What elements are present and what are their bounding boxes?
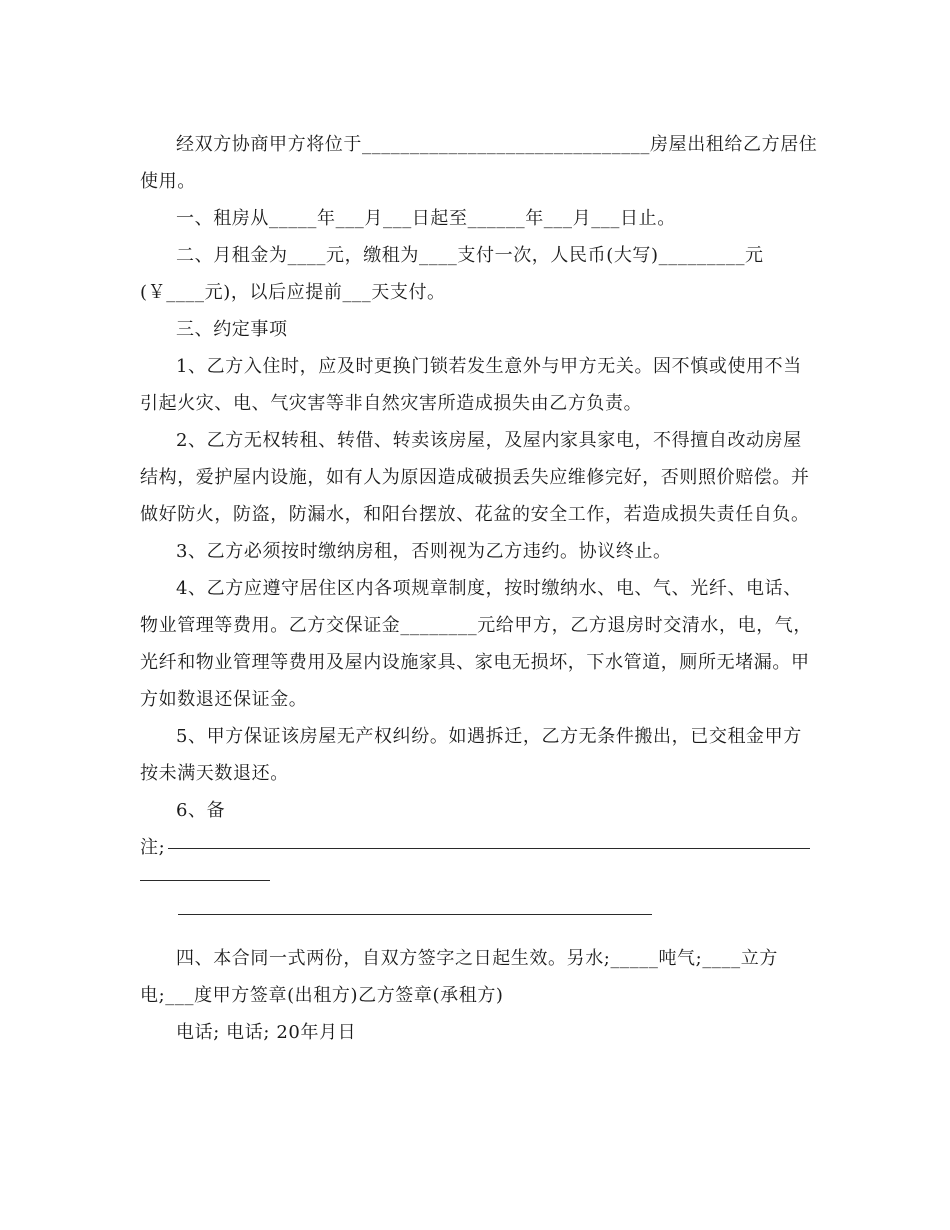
item-5-line2: 按未满天数退还。: [140, 763, 289, 784]
clause-monthly-rent-line2: (￥____元)，以后应提前___天支付。: [140, 282, 446, 303]
clause-intro-line1: 经双方协商甲方将位于______________________________房屋出租给乙方居住: [176, 134, 818, 155]
remarks-line-prefix: 注;: [140, 837, 166, 858]
item-3: 3、乙方必须按时缴纳房租，否则视为乙方违约。协议终止。: [176, 541, 672, 562]
item-4-line2: 物业管理等费用。乙方交保证金________元给甲方，乙方退房时交清水，电，气，: [140, 615, 812, 636]
clause-four-line2: 电;___度甲方签章(出租方)乙方签章(承租方): [140, 985, 504, 1006]
remarks-blank-line: [140, 866, 812, 903]
item-4-line3: 光纤和物业管理等费用及屋内设施家具、家电无损坏，下水管道，厕所无堵漏。甲: [140, 652, 810, 673]
item-2-line3: 做好防火，防盗，防漏水，和阳台摆放、花盆的安全工作，若造成损失责任自负。: [140, 504, 810, 525]
item-1-line1: 1、乙方入住时，应及时更换门锁若发生意外与甲方无关。因不慎或使用不当: [176, 356, 802, 377]
item-4-line4: 方如数退还保证金。: [140, 689, 308, 710]
section-agreed-items: 三、约定事项: [176, 319, 288, 340]
remarks-underline-1: [168, 848, 810, 849]
item-2-line2: 结构，爱护屋内设施，如有人为原因造成破损丢失应维修完好，否则照价赔偿。并: [140, 467, 810, 488]
clause-monthly-rent-line1: 二、月租金为____元，缴租为____支付一次，人民币(大写)_________元: [176, 245, 764, 266]
item-2-line1: 2、乙方无权转租、转借、转卖该房屋，及屋内家具家电，不得擅自改动房屋: [176, 430, 802, 451]
item-6-remarks-label: 6、备: [176, 800, 226, 821]
remarks-underline-3: [178, 914, 652, 915]
clause-rent-period: 一、租房从_____年___月___日起至______年___月___日止。: [176, 208, 676, 229]
item-5-line1: 5、甲方保证该房屋无产权纠纷。如遇拆迁，乙方无条件搬出，已交租金甲方: [176, 726, 802, 747]
item-1-line2: 引起火灾、电、气灾害等非自然灾害所造成损失由乙方负责。: [140, 393, 643, 414]
remarks-blank-line-2: [140, 903, 812, 940]
item-4-line1: 4、乙方应遵守居住区内各项规章制度，按时缴纳水、电、气、光纤、电话、: [176, 578, 802, 599]
contract-page: [140, 126, 818, 1051]
remarks-underline-2: [140, 880, 270, 881]
clause-four-line1: 四、本合同一式两份，自双方签字之日起生效。另水;_____吨气;____立方: [176, 948, 778, 969]
clause-intro-line2: 使用。: [140, 171, 196, 192]
signature-phone-date: 电话; 电话; 20年月日: [176, 1022, 357, 1043]
